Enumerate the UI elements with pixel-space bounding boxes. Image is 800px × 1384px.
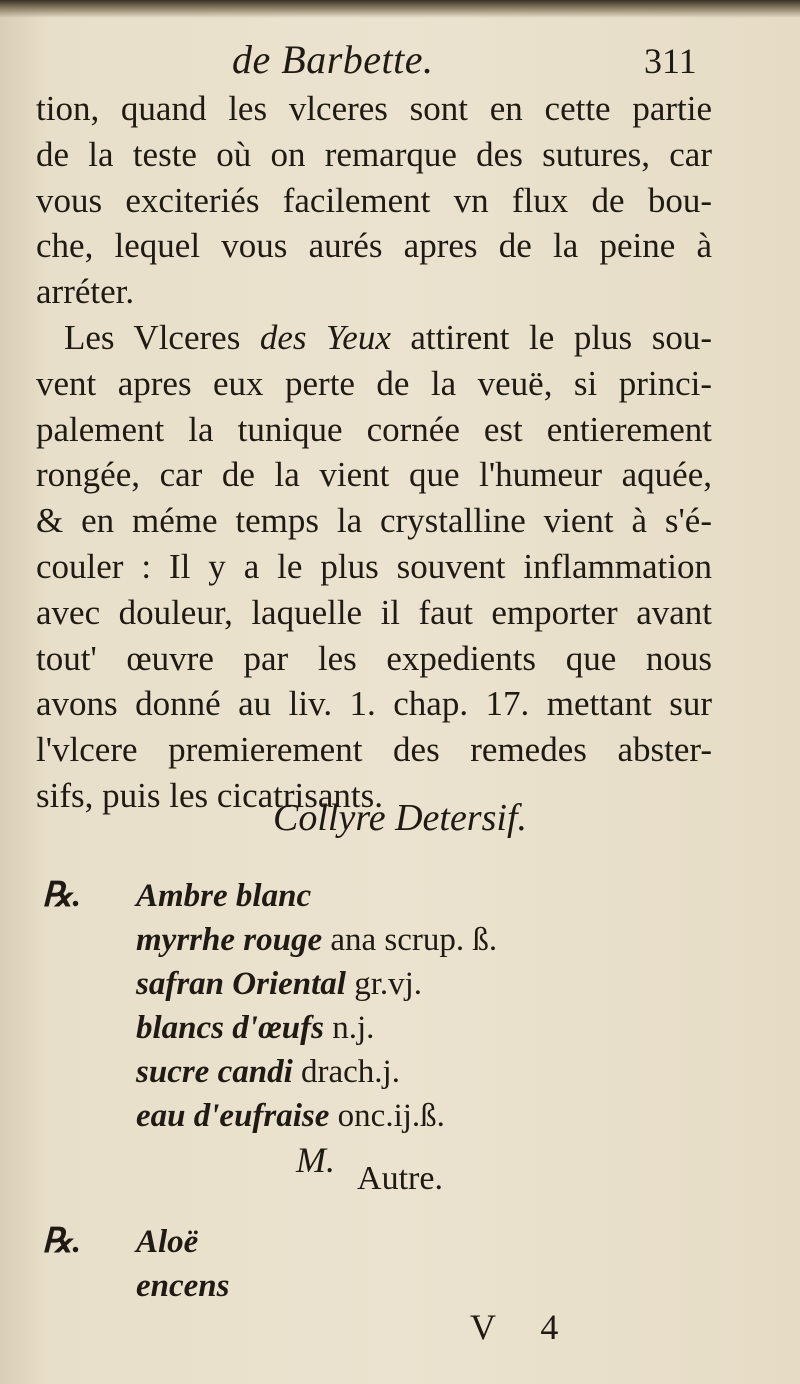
recipe-heading-autre: Autre. (357, 1160, 443, 1197)
ingredient (86, 1264, 230, 1308)
ingredient-dose: ana scrup. ß. (322, 922, 498, 958)
ingredient (86, 1050, 497, 1094)
text-span: Les Vlceres (64, 317, 260, 357)
text-line: de la teste où on remarque des sutures, car (36, 134, 712, 174)
ingredient-name: myrrhe rouge (136, 922, 323, 958)
recipe-list (42, 874, 498, 1182)
text-line: & en méme temps la crystalline vient à s'é- (36, 501, 712, 541)
running-title: de Barbette. (232, 37, 434, 82)
ingredient-name: eau d'eufraise (136, 1098, 330, 1134)
ingredient-name: sucre candi (136, 1054, 293, 1090)
ingredient-name: encens (136, 1268, 230, 1304)
ingredient-name: Ambre blanc (136, 878, 312, 914)
ingredient-name: blancs d'œufs (136, 1010, 324, 1046)
text-line: vous exciteriés facilement vn flux de bou- (36, 180, 712, 220)
ingredient-dose: onc.ij.ß. (329, 1098, 445, 1134)
ingredient (86, 1006, 497, 1050)
ingredient-dose: gr.vj. (345, 966, 423, 1002)
text-line: sifs, puis les cicatrisants. (36, 775, 384, 815)
recipe-heading: Collyre Detersif. (273, 797, 527, 839)
recipe-list (42, 1220, 230, 1308)
ingredient-name: safran Oriental (136, 966, 346, 1002)
page-edge-shadow (0, 0, 800, 18)
body-text (36, 86, 712, 819)
text-line: vent apres eux perte de la veuë, si princi- (36, 363, 712, 403)
ingredient-name: Aloë (136, 1224, 199, 1260)
text-line: avons donné au liv. 1. chap. 17. mettant sur (36, 684, 712, 724)
ingredient (86, 1094, 497, 1138)
paragraph-start (36, 315, 712, 361)
ingredient (86, 1220, 230, 1264)
page-number: 311 (644, 41, 697, 81)
ingredient-dose: drach.j. (292, 1054, 400, 1090)
text-line: arréter. (36, 272, 135, 312)
ingredient (86, 918, 497, 962)
text-line: l'vlcere premierement des remedes abster- (36, 730, 712, 770)
text-line: tion, quand les vlceres sont en cette partie (36, 89, 712, 128)
text-line: palement la tunique cornée est entierement (36, 409, 712, 449)
text-line: che, lequel vous aurés apres de la peine à (36, 226, 712, 266)
recipe-symbol-icon: ℞. (42, 877, 81, 914)
ingredient (86, 962, 497, 1006)
recipe-symbol-icon: ℞. (42, 1223, 81, 1260)
text-span: attirent le plus sou- (390, 317, 712, 357)
text-line: rongée, car de la vient que l'humeur aquée, (36, 455, 712, 495)
ingredient (86, 874, 497, 918)
ingredient-dose: n.j. (323, 1010, 375, 1046)
misce-mark: M. (296, 1140, 335, 1180)
italic-span: des Yeux (259, 317, 391, 357)
text-line: avec douleur, laquelle il faut emporter avant (36, 592, 712, 632)
text-line: tout' œuvre par les expedients que nous (36, 638, 712, 678)
text-line: couler : Il y a le plus souvent inflammation (36, 546, 712, 586)
signature-mark: V 4 (470, 1307, 577, 1347)
